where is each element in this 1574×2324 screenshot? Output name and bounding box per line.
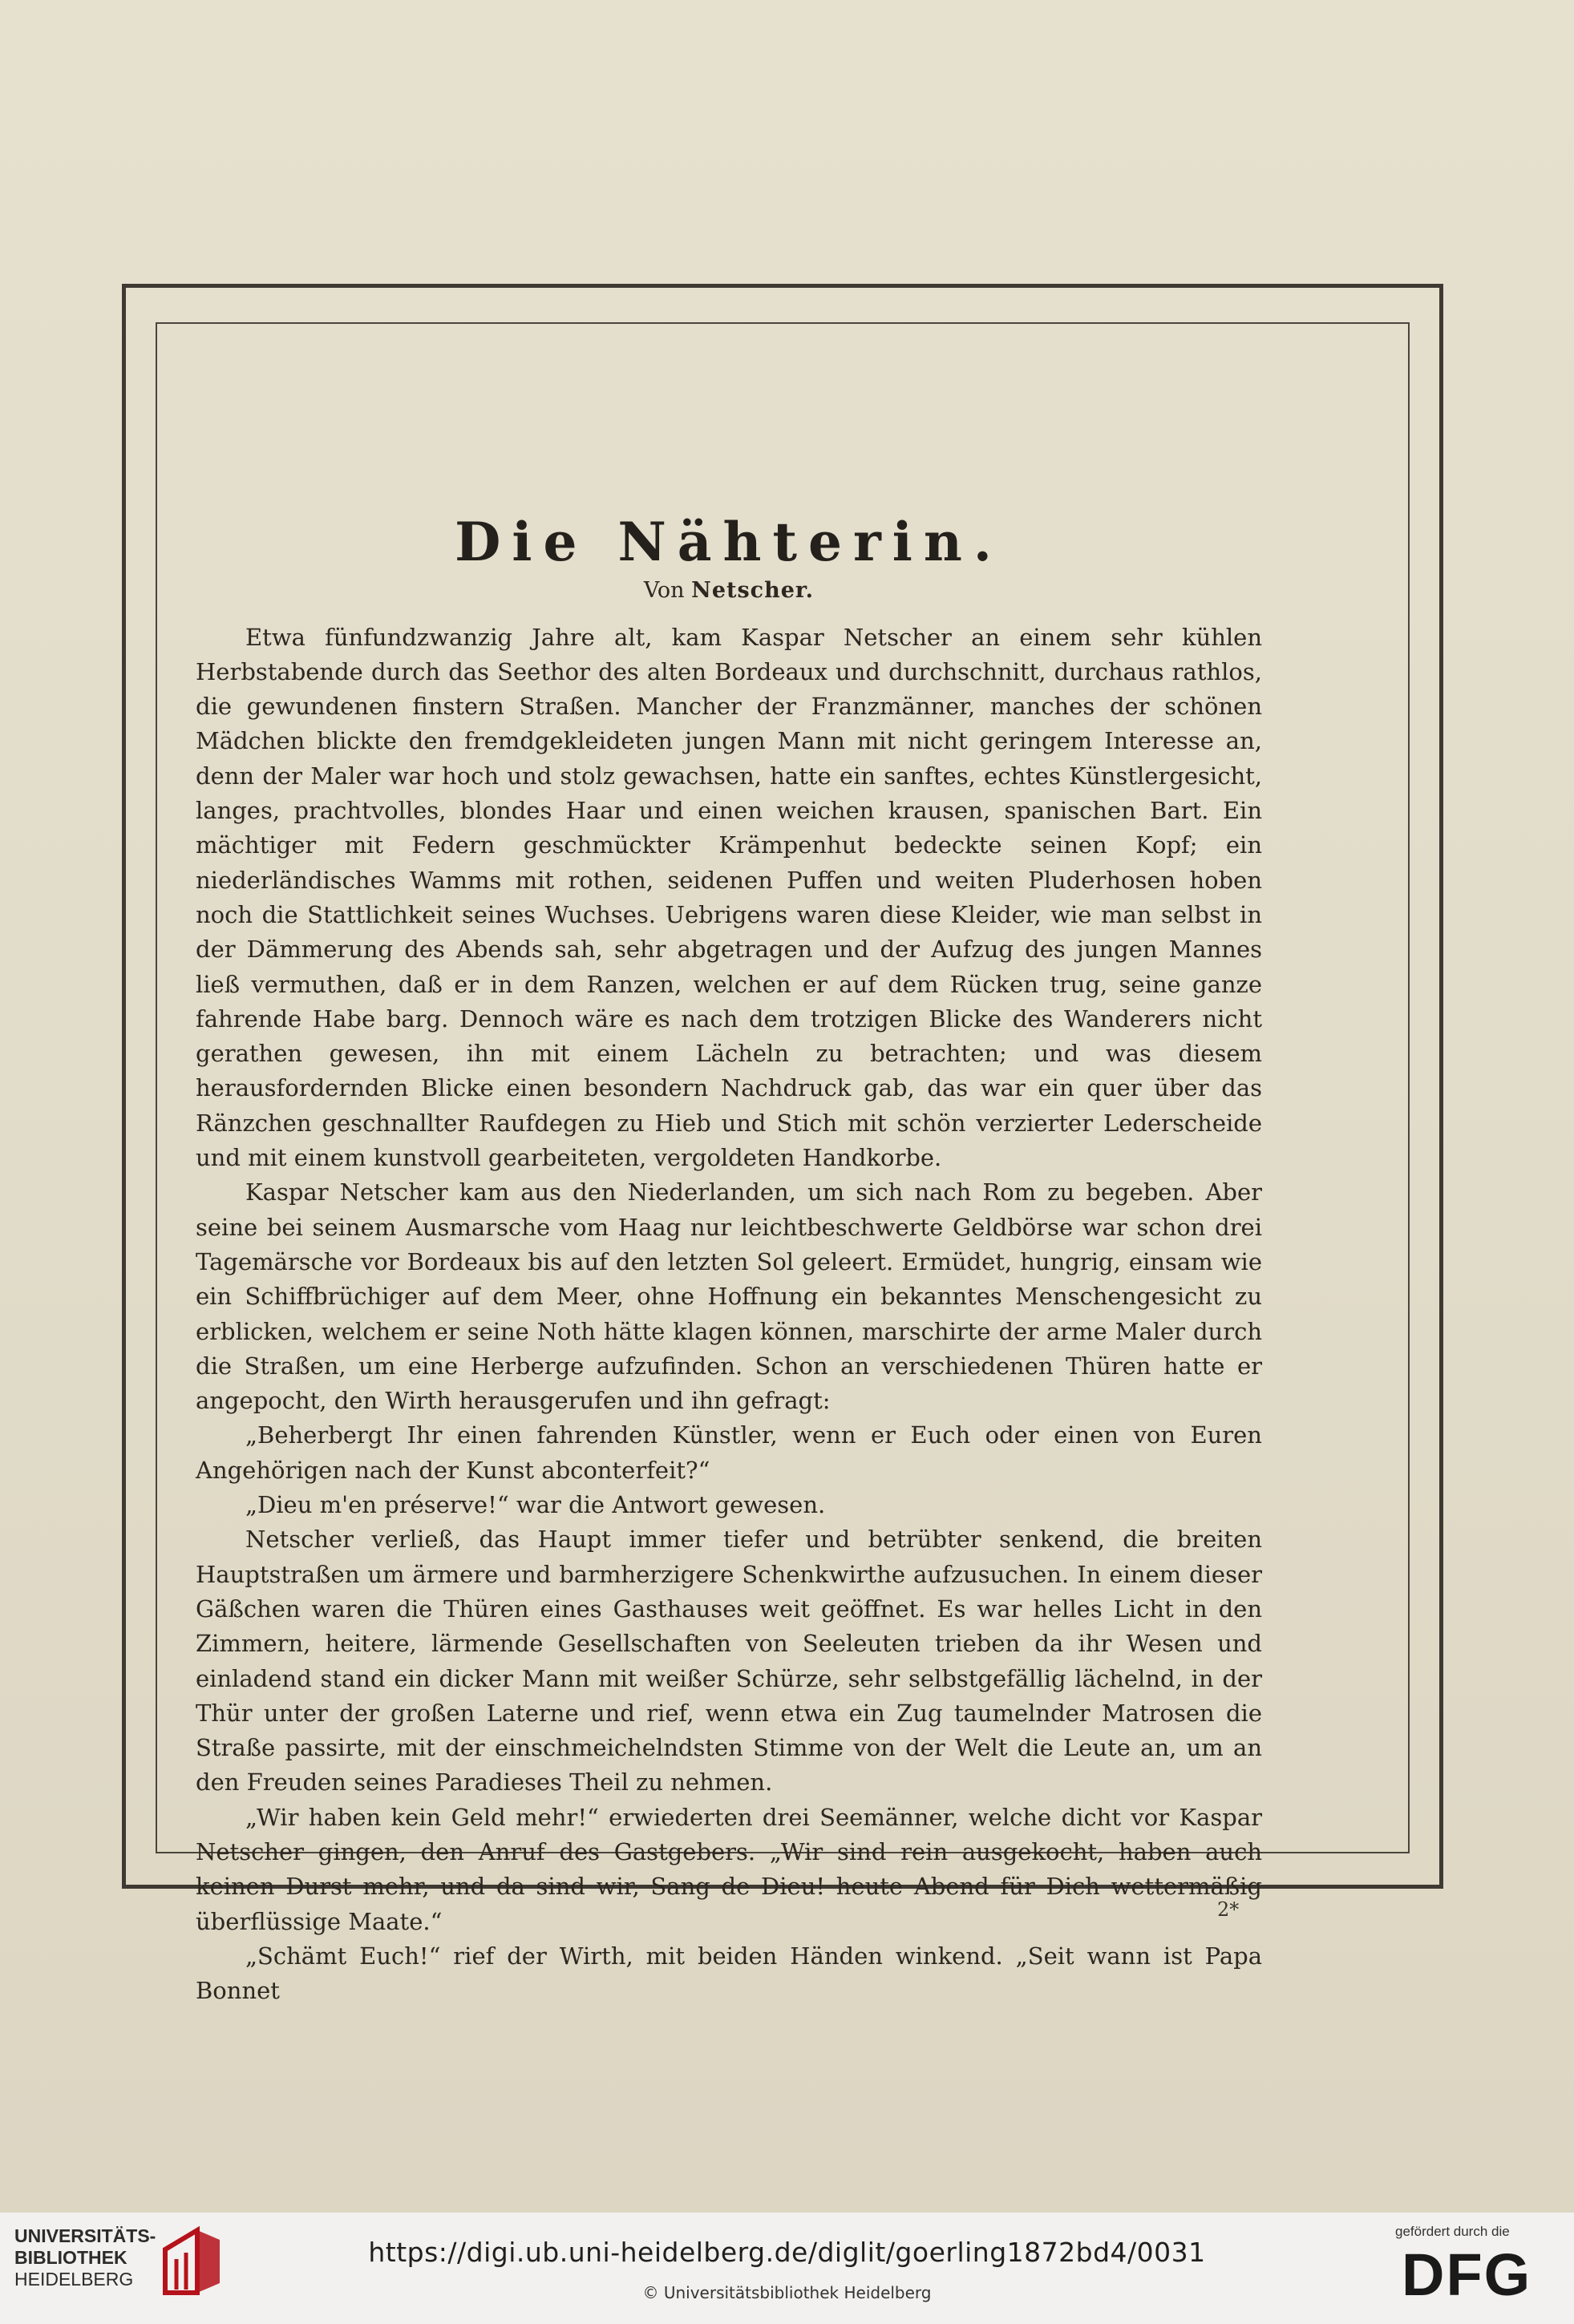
- paragraph-3: „Beherbergt Ihr einen fahrenden Künstler, wenn er Euch oder einen von Euren Angehörigen nach der Kunst abconterfeit?“: [196, 1421, 1262, 1484]
- paragraph-7: „Schämt Euch!“ rief der Wirth, mit beiden Händen winkend. „Seit wann ist Papa Bonnet: [196, 1942, 1262, 2005]
- funding-note: gefördert durch die: [1395, 2224, 1510, 2239]
- paragraph-1: Etwa fünfundzwanzig Jahre alt, kam Kaspar Netscher an einem sehr kühlen Herbstabende durch das Seethor des alten Bordeaux und durchschnitt, durchaus rathlos, die gewundenen finstern Straßen. Mancher der Franzmänner, manches der schönen Mädchen blickte den fremdgekleideten jungen Mann mit nicht geringem Interesse an, denn der Maler war hoch und stolz gewachsen, hatte ein sanftes, echtes Künstlergesicht, langes, prachtvolles, blondes Haar und einen weichen krausen, spanischen Bart. Ein mächtiger mit Federn geschmückter Krämpenhut bedeckte seinen Kopf; ein niederländisches Wamms mit rothen, seidenen Puffen und weiten Pluderhosen hoben noch die Stattlichkeit seines Wuchses. Uebrigens waren diese Kleider, wie man selbst in der Dämmerung des Abends sah, sehr abgetragen und der Aufzug des jungen Mannes ließ vermuthen, daß er in dem Ranzen, welchen er auf dem Rücken trug, seine ganze fahrende Habe barg. Dennoch wäre es nach dem trotzigen Blicke des Wanderers nicht gerathen gewesen, ihn mit einem Lächeln zu betrachten; und was diesem herausfordernden Blicke einen besondern Nachdruck gab, das war ein quer über das Ränzchen geschnallter Raufdegen zu Hieb und Stich mit schön verzierter Lederscheide und mit einem kunstvoll gearbeiteten, vergoldeten Handkorbe.: [196, 623, 1262, 1172]
- paragraph-2: Kaspar Netscher kam aus den Niederlanden, um sich nach Rom zu begeben. Aber seine bei seinem Ausmarsche vom Haag nur leichtbeschwerte Geldbörse war schon drei Tagemärsche vor Bordeaux bis auf den letzten Sol geleert. Ermüdet, hungrig, einsam wie ein Schiffbrüchiger auf dem Meer, ohne Hoffnung ein bekanntes Menschengesicht zu erblicken, welchem er seine Noth hätte klagen können, marschirte der arme Maler durch die Straßen, um eine Herberge aufzufinden. Schon an verschiedenen Thüren hatte er angepocht, den Wirth herausgerufen und ihn gefragt:: [196, 1178, 1262, 1415]
- article-title: Die Nähterin.: [455, 511, 1003, 573]
- paragraph-5: Netscher verließ, das Haupt immer tiefer und betrübter senkend, die breiten Hauptstraßen um ärmere und barmherzigere Schenkwirthe aufzusuchen. In einem dieser Gäßchen waren die Thüren eines Gasthauses weit geöffnet. Es war helles Licht in den Zimmern, heitere, lärmende Gesellschaften von Seeleuten trieben da ihr Wesen und einladend stand ein dicker Mann mit weißer Schürze, sehr selbstgefällig lächelnd, in der Thür unter der großen Laterne und rief, wenn etwa ein Zug taumelnder Matrosen die Straße passirte, mit der einschmeichelndsten Stimme von der Welt die Leute an, um an den Freuden seines Paradieses Theil zu nehmen.: [196, 1526, 1262, 1797]
- footer-bar: [0, 2213, 1574, 2324]
- library-name-line2: BIBLIOTHEK: [14, 2247, 127, 2268]
- library-name-line1: UNIVERSITÄTS-: [14, 2225, 156, 2246]
- byline-prefix: Von: [643, 577, 685, 603]
- copyright-notice: © Universitätsbibliothek Heidelberg: [642, 2283, 932, 2302]
- author-name: Netscher.: [691, 577, 815, 603]
- library-name-line3: HEIDELBERG: [14, 2269, 134, 2290]
- dfg-logo: DFG: [1402, 2241, 1532, 2308]
- paragraph-6: „Wir haben kein Geld mehr!“ erwiederten drei Seemänner, welche dicht vor Kaspar Netscher gingen, den Anruf des Gastgebers. „Wir sind rein ausgekocht, haben auch keinen Durst mehr, und da sind wir, Sang de Dieu! heute Abend für Dich wettermäßig überflüssige Maate.“: [196, 1803, 1262, 1935]
- permalink-url[interactable]: https://digi.ub.uni-heidelberg.de/diglit/goerling1872bd4/0031: [368, 2237, 1206, 2268]
- paragraph-4: „Dieu m'en préserve!“ war die Antwort gewesen.: [245, 1491, 826, 1519]
- byline: [196, 578, 1262, 603]
- page-number: 2*: [1217, 1898, 1240, 1921]
- article-content: [196, 513, 1262, 2008]
